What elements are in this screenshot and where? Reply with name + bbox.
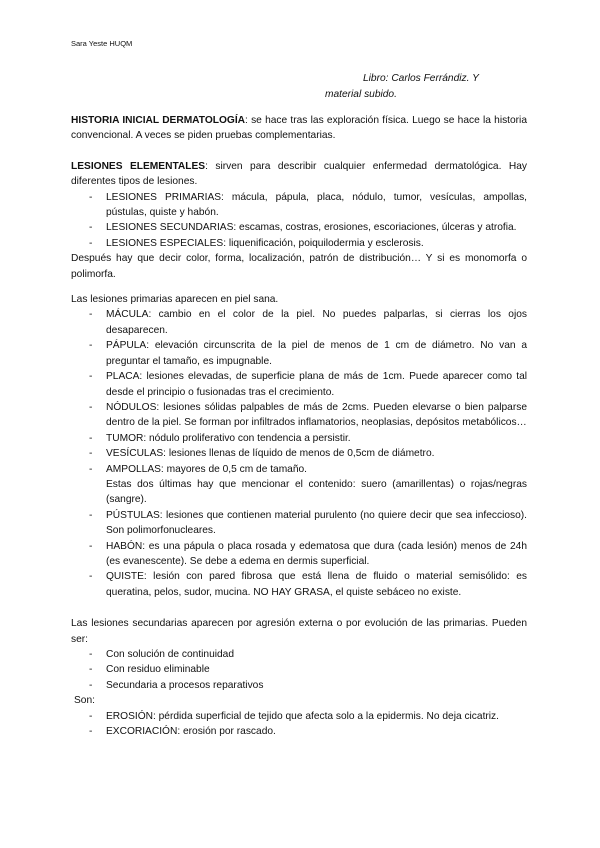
list-item: - Con residuo eliminable	[71, 662, 527, 677]
list-item: - HABÓN: es una pápula o placa rosada y edematosa que dura (cada lesión) menos de 24h (es evanescente). Se debe a edema en dermis superficial.	[71, 539, 527, 570]
ampollas-note: Estas dos últimas hay que mencionar el contenido: suero (amarillentas) o rojas/negras (sangre).	[106, 478, 527, 506]
page-header-author: Sara Yeste HUQM	[71, 39, 133, 48]
document-body	[71, 113, 527, 739]
elementales-paragraph	[71, 159, 527, 190]
list-item: - MÁCULA: cambio en el color de la piel. No puedes palparlas, si cierras los ojos desaparecen.	[71, 307, 527, 338]
intro-text: : se hace tras las exploración física. Luego se hace la historia convencional. A veces se piden pruebas complementarias.	[71, 115, 527, 142]
secundarias-types-list	[71, 647, 527, 693]
elementales-list	[71, 190, 527, 252]
list-item: - QUISTE: lesión con pared fibrosa que está llena de fluido o material semisólido: es queratina, pelos, sudor, mucina. NO HAY GRASA, el quiste sebáceo no existe.	[71, 569, 527, 600]
elementales-after: Después hay que decir color, forma, localización, patrón de distribución… Y si es monomorfa o polimorfa.	[71, 253, 527, 280]
list-item: - LESIONES PRIMARIAS: mácula, pápula, placa, nódulo, tumor, vesículas, ampollas, pústulas, quiste y habón.	[71, 190, 527, 221]
list-item: - PÁPULA: elevación circunscrita de la piel de menos de 1 cm de diámetro. No van a preguntar el tamaño, es impugnable.	[71, 338, 527, 369]
ampollas-text: AMPOLLAS: mayores de 0,5 cm de tamaño.	[106, 463, 308, 475]
list-item: - NÓDULOS: lesiones sólidas palpables de más de 2cms. Pueden elevarse o bien palparse dentro de la piel. Se forman por infiltrados inflamatorios, neoplasias, depósitos metabólicos…	[71, 400, 527, 431]
list-item: - EXCORIACIÓN: erosión por rascado.	[71, 724, 527, 739]
list-item: - VESÍCULAS: lesiones llenas de líquido de menos de 0,5cm de diámetro.	[71, 446, 527, 461]
reference-line-1: Libro: Carlos Ferrándiz. Y	[363, 73, 479, 84]
list-item: - TUMOR: nódulo proliferativo con tendencia a persistir.	[71, 431, 527, 446]
list-item: - PÚSTULAS: lesiones que contienen material purulento (no quiere decir que sea infeccioso). Son polimorfonucleares.	[71, 508, 527, 539]
list-item: - PLACA: lesiones elevadas, de superficie plana de más de 1cm. Puede aparecer como tal desde el principio o fusionadas tras el crecimiento.	[71, 369, 527, 400]
elementales-text: : sirven para describir cualquier enfermedad dermatológica. Hay diferentes tipos de lesiones.	[71, 160, 528, 188]
son-label: Son:	[74, 695, 95, 707]
list-item: - LESIONES ESPECIALES: liquenificación, poiquilodermia y esclerosis.	[71, 236, 527, 251]
list-item-ampollas	[71, 462, 527, 508]
reference-line-2: material subido.	[325, 89, 397, 100]
reference-note	[325, 71, 545, 103]
secundarias-intro: Las lesiones secundarias aparecen por agresión externa o por evolución de las primarias. Pueden ser:	[71, 618, 527, 645]
list-item: - EROSIÓN: pérdida superficial de tejido que afecta solo a la epidermis. No deja cicatriz.	[71, 709, 527, 724]
intro-heading: HISTORIA INICIAL DERMATOLOGÍA	[71, 115, 246, 126]
primarias-list	[71, 307, 527, 600]
primarias-intro: Las lesiones primarias aparecen en piel sana.	[71, 294, 279, 306]
intro-paragraph	[71, 113, 527, 144]
list-item: - LESIONES SECUNDARIAS: escamas, costras, erosiones, escoriaciones, úlceras y atrofia.	[71, 220, 527, 235]
elementales-heading: LESIONES ELEMENTALES	[71, 160, 206, 172]
secundarias-list	[71, 709, 527, 740]
list-item: - Secundaria a procesos reparativos	[71, 678, 527, 693]
list-item: - Con solución de continuidad	[71, 647, 527, 662]
